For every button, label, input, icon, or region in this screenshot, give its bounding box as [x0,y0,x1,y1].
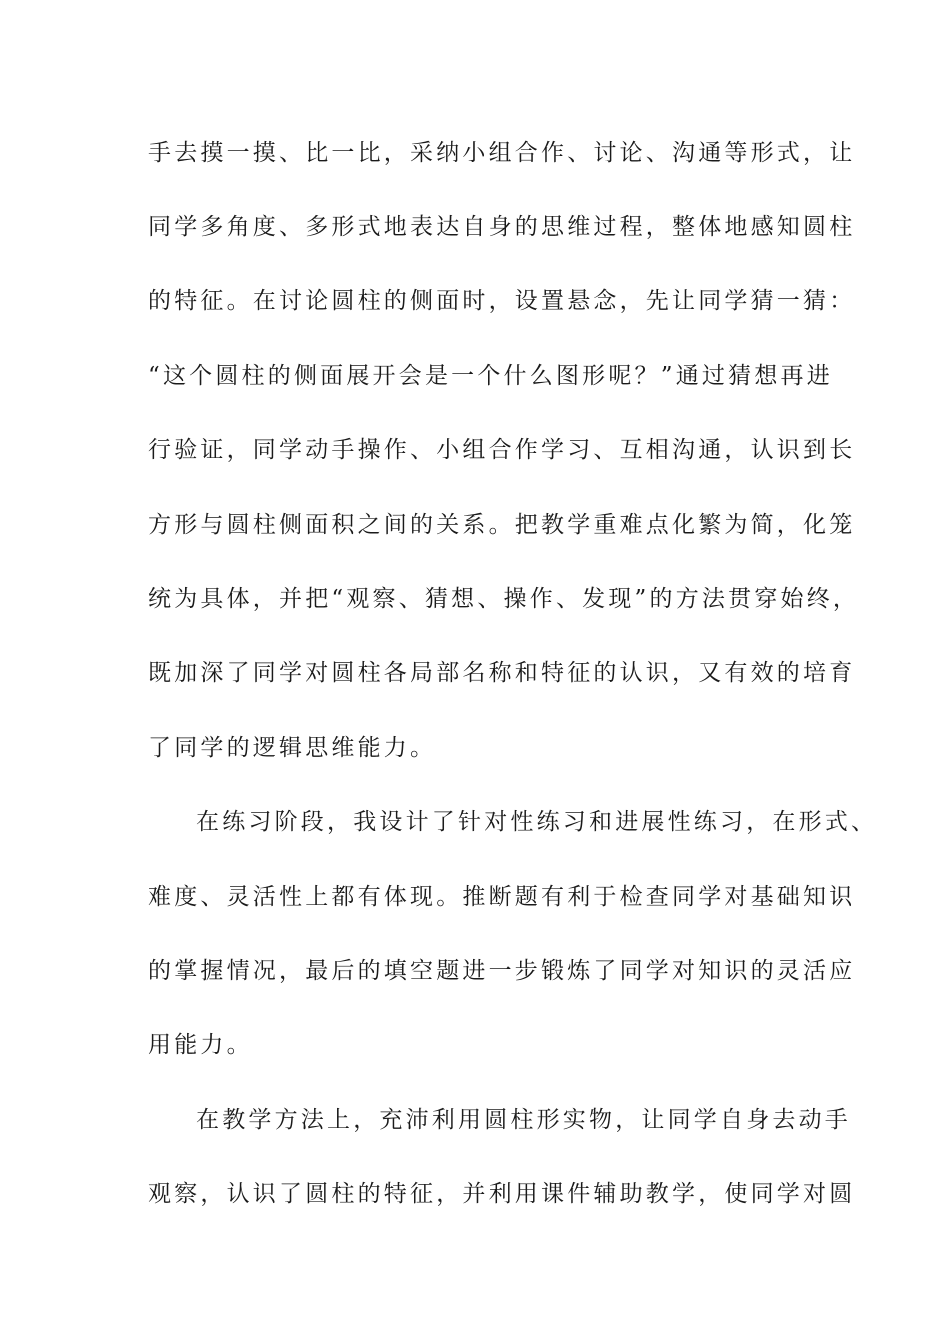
text-line-8: 既加深了同学对圆柱各局部名称和特征的认识，又有效的培育 [148,660,856,686]
text-line-5: 行验证，同学动手操作、小组合作学习、互相沟通，认识到长 [148,437,856,463]
paragraph-2-line-3: 的掌握情况，最后的填空题进一步锻炼了同学对知识的灵活应 [148,958,856,984]
paragraph-2-line-1: 在练习阶段，我设计了针对性练习和进展性练习，在形式、 [196,809,878,835]
text-line-4: “这个圆柱的侧面展开会是一个什么图形呢？”通过猜想再进 [148,363,833,389]
paragraph-3-line-1: 在教学方法上，充沛利用圆柱形实物，让同学自身去动手 [196,1107,851,1133]
text-line-7: 统为具体，并把“观察、猜想、操作、发现”的方法贯穿始终， [148,586,860,612]
text-line-9: 了同学的逻辑思维能力。 [148,735,437,761]
text-line-3: 的特征。在讨论圆柱的侧面时，设置悬念，先让同学猜一猜： [148,288,856,314]
paragraph-2-line-2: 难度、灵活性上都有体现。推断题有利于检查同学对基础知识 [148,884,856,910]
paragraph-2-line-4: 用能力。 [148,1032,253,1058]
text-line-2: 同学多角度、多形式地表达自身的思维过程，整体地感知圆柱 [148,214,856,240]
text-line-1: 手去摸一摸、比一比，采纳小组合作、讨论、沟通等形式，让 [148,140,856,166]
text-line-6: 方形与圆柱侧面积之间的关系。把教学重难点化繁为简，化笼 [148,512,856,538]
paragraph-3-line-2: 观察，认识了圆柱的特征，并利用课件辅助教学，使同学对圆 [148,1181,856,1207]
